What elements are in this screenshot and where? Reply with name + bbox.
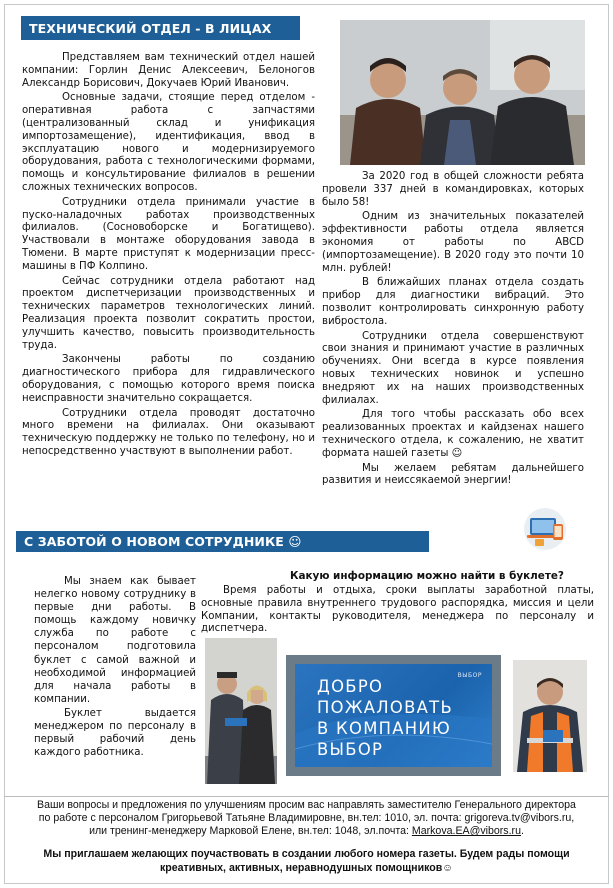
paragraph: Мы желаем ребятам дальнейшего развития и неиссякаемой энергии!	[322, 462, 584, 487]
tech-dept-left-column	[22, 52, 315, 461]
new-employees-photo	[205, 638, 277, 784]
banner-text	[317, 676, 453, 760]
employee-with-booklet-photo	[513, 660, 587, 772]
paragraph: Сейчас сотрудники отдела работают над проектом диспетчеризации производственных и технических параметров технологических линий. Реализация проекта позволит сократить простои, улучшить качество, повысить производительность труда.	[22, 275, 315, 351]
footer-invitation: Мы приглашаем желающих поучаствовать в создании любого номера газеты. Будем рады помощи креативных, активных, неравнодушных помощников☺	[43, 848, 570, 874]
paragraph: Закончены работы по созданию диагностического прибора для гидравлического оборудования, с помощью которого время поиска неисправности значительно сокращается.	[22, 354, 315, 404]
paragraph: Сотрудники отдела совершенствуют свои знания и принимают участие в различных обучениях. Они всегда в курсе появления новых технических новинок и успешно внедряют их на наших производственных филиалах.	[322, 330, 584, 406]
paragraph: За 2020 год в общей сложности ребята провели 337 дней в командировках, которых было 58!	[322, 171, 584, 208]
paragraph: Сотрудники отдела проводят достаточно много времени на филиалах. Они оказывают техническую поддержку не только по телефону, но и непосредственно участвуют в выполнении работ.	[22, 407, 315, 457]
booklet-description: Время работы и отдыха, сроки выплаты заработной платы, основные правила внутреннего трудового распорядка, миссия и цели Компании, контакты руководителя, менеджера по персоналу и диспетчера.	[201, 585, 594, 635]
paragraph: Сотрудники отдела принимали участие в пуско-наладочных работах производственных филиалов. (Сосновоборске и Богатищево). Участвовали в монтаже оборудования завода в Тюмени. В марте приступят к модернизации пресс-машины в ПФ Колпино.	[22, 196, 315, 272]
footer-contacts	[12, 799, 601, 838]
paragraph: Для того чтобы рассказать обо всех реализованных проектах и кайдзенах нашего технического отдела, к сожалению, не хватит формата нашей газеты ☺	[322, 409, 584, 459]
section-title-new-employee: С ЗАБОТОЙ О НОВОМ СОТРУДНИКЕ ☺	[16, 531, 429, 552]
paragraph: Основные задачи, стоящие перед отделом - оперативная работа с запчастями (централизованный склад и унификация импортозамещение), идентификация, ввод в эксплуатацию нового и модернизируемого оборудования, работа с технологическими формами, помощь и консультирование филиалов в решении сложных технических вопросов.	[22, 92, 315, 193]
paragraph: Мы знаем как бывает нелегко новому сотруднику в первые дни работы. В помощь каждому новичку служба по работе с персоналом подготовила буклет с самой важной и необходимой информацией для начала работы в компании.	[34, 576, 196, 705]
footer-line-3-text: или тренинг-менеджеру Марковой Елене, вн.тел: 1048, эл.почта:	[89, 825, 412, 837]
banner-line: ВЫБОР	[317, 740, 384, 759]
footer-line-3	[12, 825, 601, 838]
tech-dept-right-column	[322, 171, 584, 490]
banner-line: ДОБРО	[317, 677, 384, 696]
paragraph: Одним из значительных показателей эффективности работы отдела является экономия от работы по ABCD (импортозамещение). В 2020 году это почти 10 млн. рублей!	[322, 211, 584, 274]
footer-divider	[4, 796, 609, 797]
footer-line-1: Ваши вопросы и предложения по улучшениям просим вас направлять заместителю Генерального директора	[37, 799, 576, 811]
paragraph: В ближайших планах отдела создать прибор для диагностики вибраций. Это позволит контролировать синхронную работу вибростола.	[322, 277, 584, 327]
banner-line: В КОМПАНИЮ	[317, 719, 451, 738]
email-link-markova[interactable]: Markova.EA@vibors.ru	[411, 825, 521, 837]
footer-line-2: по работе с персоналом Григорьевой Татьяне Владимировне, вн.тел: 1010, эл. почта: grigoreva.tv@vibors.ru,	[38, 812, 575, 824]
section-title-tech-dept: ТЕХНИЧЕСКИЙ ОТДЕЛ - В ЛИЦАХ	[21, 16, 300, 40]
banner-line: ПОЖАЛОВАТЬ	[317, 698, 454, 717]
paragraph: Буклет выдается менеджером по персоналу в первый рабочий день каждого работника.	[34, 707, 196, 759]
banner-logo: ВЫБОР	[457, 672, 482, 679]
footer-line-3-end: .	[520, 825, 524, 837]
new-employee-text	[34, 575, 196, 760]
tech-team-photo	[340, 20, 585, 165]
welcome-booklet-photo	[286, 655, 501, 776]
booklet-heading: Какую информацию можно найти в буклете?	[290, 570, 564, 582]
devices-icon	[521, 506, 569, 552]
paragraph: Представляем вам технический отдел нашей компании: Горлин Денис Алексеевич, Белоногов Александр Борисович, Докучаев Юрий Иванович.	[22, 52, 315, 89]
welcome-booklet	[295, 664, 492, 767]
